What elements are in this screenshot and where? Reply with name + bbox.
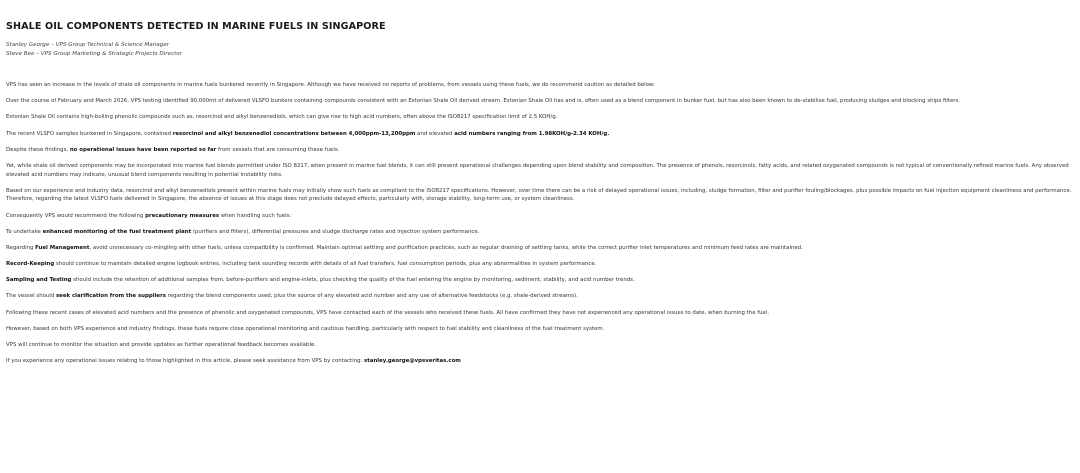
text-span: If you experience any operational issues relating to those highlighted in this article, please seek assistance from VPS by contacting: (6, 358, 365, 365)
paragraph-fuel-management (6, 244, 1074, 253)
text-span: from vessels that are consuming these fuels. (216, 146, 340, 153)
text-span: Consequently VPS would recommend the following (6, 212, 146, 219)
text-span: , avoid unnecessary co-mingling with other fuels, unless compatibility is confirmed. Maintain optimal settling and purification practices, such as regular draining of settling tanks, while the correct purifier inlet temperatures and minimum feed rates are maintained. (89, 244, 803, 251)
paragraph-testing: Over the course of February and March 2026, VPS testing identified 90,000mt of delivered VLSFO bunkers containing compounds consistent with an Estonian Shale Oil derived stream. Estonian Shale Oil has and is, often used as a blend component in bunker fuel, but has also been known to de-stabilise fuel, producing sludges and blocking ships filters. (6, 98, 961, 105)
author-list (6, 41, 1074, 59)
paragraph-delayed-risk: Based on our experience and industry data, resorcinol and alkyl benzenediols present within marine fuels may initially show such fuels as compliant to the ISO8217 specifications. However, over time there can be a risk of delayed operational issues, including, sludge formation, filter and purifier fouling/blockages, plus possible impacts on fuel injection equipment cleanliness and performance. Therefore, regarding the latest VLSFO fuels delivered in Singapore, the absence of issues at this stage does not preclude delayed effects, particularly with, storage stability, long-term use, or system cleanliness. (6, 187, 1072, 203)
paragraph-recommendations-intro (6, 212, 1074, 221)
highlight-no-issues: no operational issues have been reported so far (69, 146, 217, 153)
text-span: The recent VLSFO samples bunkered in Singapore, contained (6, 130, 173, 137)
text-span: Regarding (6, 244, 36, 251)
highlight-record-keeping: Record-Keeping (6, 261, 55, 268)
paragraph-caution: However, based on both VPS experience and industry findings, these fuels require close operational monitoring and cautious handling, particularly with respect to fuel stability and cleanliness of the fuel treatment system. (6, 325, 605, 332)
highlight-concentration: resorcinol and alkyl benzenediol concentrations between 4,000ppm-13,200ppm (172, 130, 416, 137)
paragraph-intro: VPS has seen an increase in the levels of shale oil components in marine fuels bunkered recently in Singapore. Although we have received no reports of problems, from vessels using these fuels, we do recommend caution as detailed below: (6, 82, 655, 88)
text-span: To undertake (6, 228, 43, 235)
text-span: regarding the blend components used, plus the source of any elevated acid number and any use of alternative feedstocks (e.g. shale-derived streams). (165, 293, 578, 300)
highlight-sampling-testing: Sampling and Testing (6, 277, 72, 284)
text-span: Despite these findings, (6, 146, 70, 153)
text-span: and elevated (415, 130, 455, 137)
highlight-supplier-clarification: seek clarification from the suppliers (55, 293, 166, 300)
paragraph-follow-up: Following these recent cases of elevated acid numbers and the presence of phenolic and oxygenated compounds, VPS have contacted each of the vessels who received these fuels. All have confirmed they have not experienced any operational issues to date, when burning the fuel. (6, 309, 770, 316)
paragraph-monitoring (6, 228, 1074, 237)
paragraph-contact (6, 357, 1074, 366)
paragraph-sample-results (6, 130, 1074, 139)
paragraph-no-issues (6, 146, 1074, 155)
highlight-precautionary-measures: precautionary measures (145, 212, 220, 219)
text-span: when handling such fuels: (219, 212, 292, 219)
paragraph-record-keeping (6, 260, 1074, 269)
article-title: SHALE OIL COMPONENTS DETECTED IN MARINE FUELS IN SINGAPORE (6, 21, 386, 32)
highlight-acid-numbers: acid numbers ranging from 1.98KOH/g-2.34 KOH/g. (454, 130, 610, 137)
author-line: Stanley George – VPS Group Technical & Science Manager (6, 42, 169, 48)
paragraph-supplier-clarification (6, 292, 1074, 301)
contact-email: stanley.george@vpsveritas.com (364, 358, 461, 365)
paragraph-challenges: Yet, while shale oil derived components may be incorporated into marine fuel blends permitted under ISO 8217, when present in marine fuel blends, it can still present operational challenges depending upon blend stability and composition. The presence of phenols, resorcinols, fatty acids, and related oxygenated compounds is not typical of conventionally refined marine fuels. Any observed elevated acid numbers may indicate, unusual blend components resulting in potential instability risks. (6, 162, 1069, 178)
highlight-fuel-management: Fuel Management (35, 244, 90, 251)
text-span: (purifiers and filters), differential pressures and sludge discharge rates and injection system performance. (191, 228, 480, 235)
author-line: Steve Bee – VPS Group Marketing & Strategic Projects Director (6, 51, 182, 57)
text-span: The vessel should (6, 293, 56, 300)
paragraph-sampling (6, 276, 1074, 285)
text-span: should continue to maintain detailed engine logbook entries, including tank sounding records with details of all fuel transfers, fuel consumption periods, plus any abnormalities in system performance. (54, 261, 597, 268)
paragraph-shale-composition: Estonian Shale Oil contains high-boiling phenolic compounds such as, resorcinol and alkyl benzenediols, which can give rise to high acid numbers, often above the ISO8217 specification limit of 2.5 KOH/g. (6, 114, 558, 121)
highlight-enhanced-monitoring: enhanced monitoring of the fuel treatment plant (42, 228, 192, 235)
text-span: should include the retention of additional samples from, before-purifiers and engine-inlets, plus checking the quality of the fuel entering the engine by monitoring, sediment, stability, and acid number trends. (71, 277, 635, 284)
paragraph-updates: VPS will continue to monitor the situation and provide updates as further operational feedback becomes available. (6, 342, 316, 348)
